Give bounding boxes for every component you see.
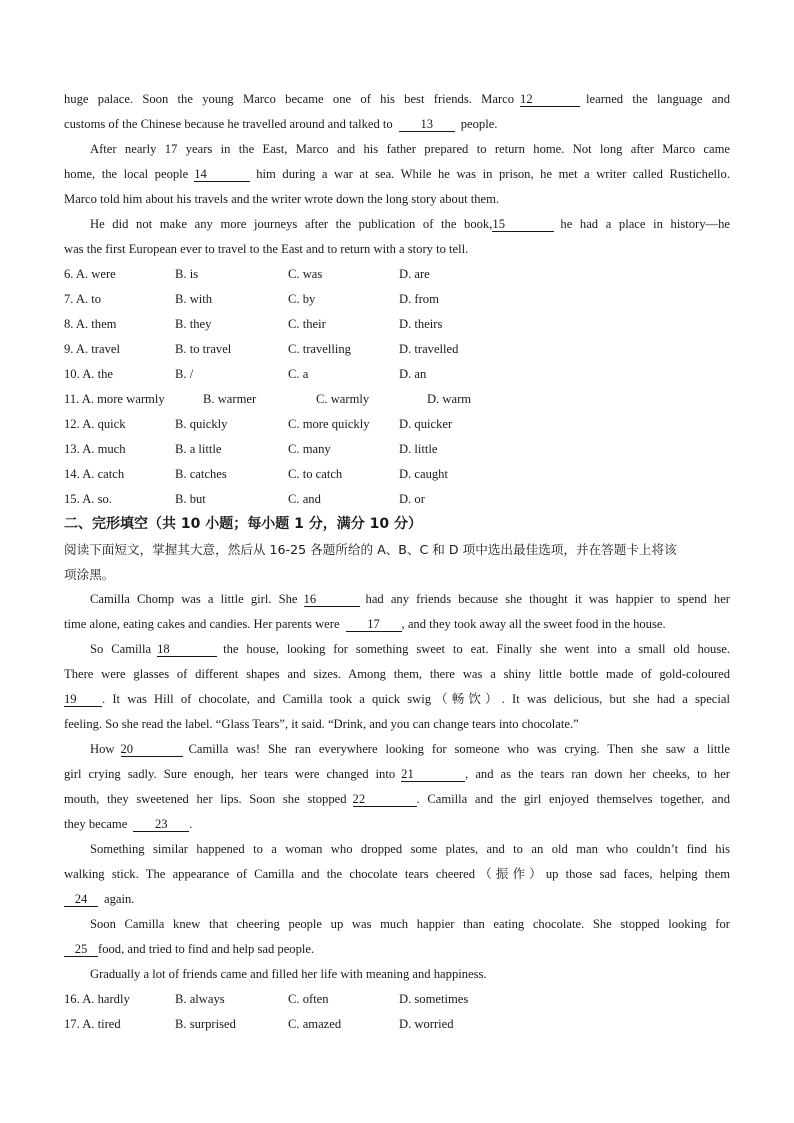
text: home, the local people xyxy=(64,167,189,181)
text: mouth, they sweetened her lips. Soon she stopped xyxy=(64,792,347,806)
section-heading: 二、完形填空（共 10 小题；每小题 1 分，满分 10 分） xyxy=(64,516,422,532)
text: , and as the tears ran down her cheeks, to her xyxy=(465,767,730,781)
blank-22: 22 xyxy=(353,793,417,807)
option-a: 13. A. much xyxy=(64,442,126,456)
blank-21: 21 xyxy=(401,768,465,782)
passage-line: There were glasses of different shapes and sizes. Among them, there was a shiny little bottle made of gold-coloured xyxy=(64,667,730,681)
option-c: C. was xyxy=(288,267,323,281)
option-c: C. more quickly xyxy=(288,417,370,431)
option-c: C. their xyxy=(288,317,326,331)
option-b: B. they xyxy=(175,317,212,331)
passage-line: Something similar happened to a woman who dropped some plates, and to an old man who couldn’t find his xyxy=(90,842,730,856)
text: So Camilla xyxy=(90,642,152,656)
option-a: 9. A. travel xyxy=(64,342,120,356)
text: Camilla was! She ran everywhere looking for someone who was crying. Then she saw a little xyxy=(188,742,730,756)
option-b: B. a little xyxy=(175,442,222,456)
option-d: D. theirs xyxy=(399,317,443,331)
option-a: 8. A. them xyxy=(64,317,117,331)
option-d: D. from xyxy=(399,292,439,306)
option-c: C. by xyxy=(288,292,316,306)
text: they became xyxy=(64,817,128,831)
option-d: D. little xyxy=(399,442,438,456)
passage-line: feeling. So she read the label. “Glass Tears”, it said. “Drink, and you can change tears into chocolate.” xyxy=(64,717,579,731)
passage-line: Soon Camilla knew that cheering people up was much happier than eating chocolate. She stopped looking for xyxy=(90,917,730,931)
option-row-14 xyxy=(64,462,730,487)
text: customs of the Chinese because he travelled around and talked to xyxy=(64,117,393,131)
passage-line xyxy=(64,162,730,187)
option-row-10 xyxy=(64,362,730,387)
option-a: 10. A. the xyxy=(64,367,113,381)
option-a: 7. A. to xyxy=(64,292,102,306)
option-c: C. warmly xyxy=(316,392,370,406)
option-row-15 xyxy=(64,487,730,512)
option-b: B. quickly xyxy=(175,417,228,431)
blank-20: 20 xyxy=(121,743,183,757)
option-c: C. often xyxy=(288,992,329,1006)
passage-line xyxy=(64,212,730,237)
option-d: D. or xyxy=(399,492,425,506)
option-row-8 xyxy=(64,312,730,337)
blank-14: 14 xyxy=(194,168,250,182)
option-a: 15. A. so. xyxy=(64,492,112,506)
option-a: 14. A. catch xyxy=(64,467,125,481)
option-a: 11. A. more warmly xyxy=(64,392,165,406)
text: food, and tried to find and help sad people. xyxy=(98,942,315,956)
text: time alone, eating cakes and candies. Her parents were xyxy=(64,617,340,631)
blank-16: 16 xyxy=(304,593,360,607)
passage-line xyxy=(64,112,730,137)
text: he had a place in history—he xyxy=(560,217,730,231)
option-c: C. and xyxy=(288,492,321,506)
option-a: 17. A. tired xyxy=(64,1017,121,1031)
option-d: D. are xyxy=(399,267,430,281)
option-row-12 xyxy=(64,412,730,437)
option-row-13 xyxy=(64,437,730,462)
blank-17: 17 xyxy=(346,618,402,632)
passage-line xyxy=(64,787,730,812)
passage-line: Gradually a lot of friends came and filled her life with meaning and happiness. xyxy=(90,967,487,981)
text: huge palace. Soon the young Marco became one of his best friends. Marco xyxy=(64,92,515,106)
text: He did not make any more journeys after the publication of the book, xyxy=(90,217,493,231)
option-c: C. a xyxy=(288,367,309,381)
text: learned the language and xyxy=(586,92,730,106)
option-b: B. catches xyxy=(175,467,227,481)
option-b: B. is xyxy=(175,267,199,281)
blank-23: 23 xyxy=(133,818,189,832)
text: him during a war at sea. While he was in prison, he met a writer called Rustichello. xyxy=(256,167,730,181)
option-c: C. to catch xyxy=(288,467,343,481)
option-row-16 xyxy=(64,987,730,1012)
option-b: B. surprised xyxy=(175,1017,236,1031)
option-b: B. always xyxy=(175,992,225,1006)
blank-15: 15 xyxy=(492,218,554,232)
option-row-9 xyxy=(64,337,730,362)
option-row-7 xyxy=(64,287,730,312)
passage-line xyxy=(64,812,730,837)
option-d: D. quicker xyxy=(399,417,453,431)
option-a: 12. A. quick xyxy=(64,417,126,431)
option-d: D. sometimes xyxy=(399,992,469,1006)
instructions-line: 阅读下面短文，掌握其大意，然后从 16-25 各题所给的 A、B、C 和 D 项中选出最佳选项，并在答题卡上将该 xyxy=(64,542,677,557)
text: people. xyxy=(460,117,498,131)
option-c: C. many xyxy=(288,442,331,456)
text: again. xyxy=(104,892,135,906)
blank-13: 13 xyxy=(399,118,455,132)
option-row-6 xyxy=(64,262,730,287)
blank-25: 25 xyxy=(64,943,98,957)
blank-19: 19 xyxy=(64,693,102,707)
option-b: B. but xyxy=(175,492,206,506)
option-a: 16. A. hardly xyxy=(64,992,130,1006)
passage-line: Marco told him about his travels and the writer wrote down the long story about them. xyxy=(64,192,500,206)
passage-line xyxy=(64,587,730,612)
text: girl crying sadly. Sure enough, her tears were changed into xyxy=(64,767,396,781)
passage-line xyxy=(64,737,730,762)
option-row-17 xyxy=(64,1012,730,1037)
passage-line xyxy=(64,762,730,787)
passage-line xyxy=(64,937,730,962)
passage-line xyxy=(64,887,730,912)
option-d: D. caught xyxy=(399,467,448,481)
passage-line: After nearly 17 years in the East, Marco and his father prepared to return home. Not long after Marco came xyxy=(90,142,730,156)
option-b: B. to travel xyxy=(175,342,232,356)
blank-24: 24 xyxy=(64,893,98,907)
option-d: D. travelled xyxy=(399,342,459,356)
text: the house, looking for something sweet to eat. Finally she went into a small old house. xyxy=(223,642,730,656)
option-a: 6. A. were xyxy=(64,267,116,281)
passage-line xyxy=(64,87,730,112)
passage-line: was the first European ever to travel to the East and to return with a story to tell. xyxy=(64,242,469,256)
option-d: D. warm xyxy=(427,392,472,406)
text: . It was Hill of chocolate, and Camilla took a quick swig（畅饮）. It was delicious, but she had a special xyxy=(102,692,730,706)
text: had any friends because she thought it was happier to spend her xyxy=(365,592,730,606)
option-row-11 xyxy=(64,387,730,412)
text: . xyxy=(189,817,193,831)
option-b: B. / xyxy=(175,367,194,381)
blank-18: 18 xyxy=(157,643,217,657)
option-b: B. with xyxy=(175,292,213,306)
text: , and they took away all the sweet food in the house. xyxy=(401,617,666,631)
option-c: C. travelling xyxy=(288,342,351,356)
option-c: C. amazed xyxy=(288,1017,342,1031)
option-d: D. an xyxy=(399,367,427,381)
text: . Camilla and the girl enjoyed themselves together, and xyxy=(416,792,730,806)
passage-line xyxy=(64,637,730,662)
text: Camilla Chomp was a little girl. She xyxy=(90,592,298,606)
exam-page xyxy=(64,87,730,1037)
option-b: B. warmer xyxy=(203,392,257,406)
blank-12: 12 xyxy=(520,93,580,107)
passage-line xyxy=(64,687,730,712)
passage-line xyxy=(64,612,730,637)
option-d: D. worried xyxy=(399,1017,454,1031)
text: How xyxy=(90,742,115,756)
instructions-line: 项涂黑。 xyxy=(64,567,115,582)
passage-line: walking stick. The appearance of Camilla and the chocolate tears cheered（振作）up those sad faces, helping them xyxy=(64,867,730,881)
